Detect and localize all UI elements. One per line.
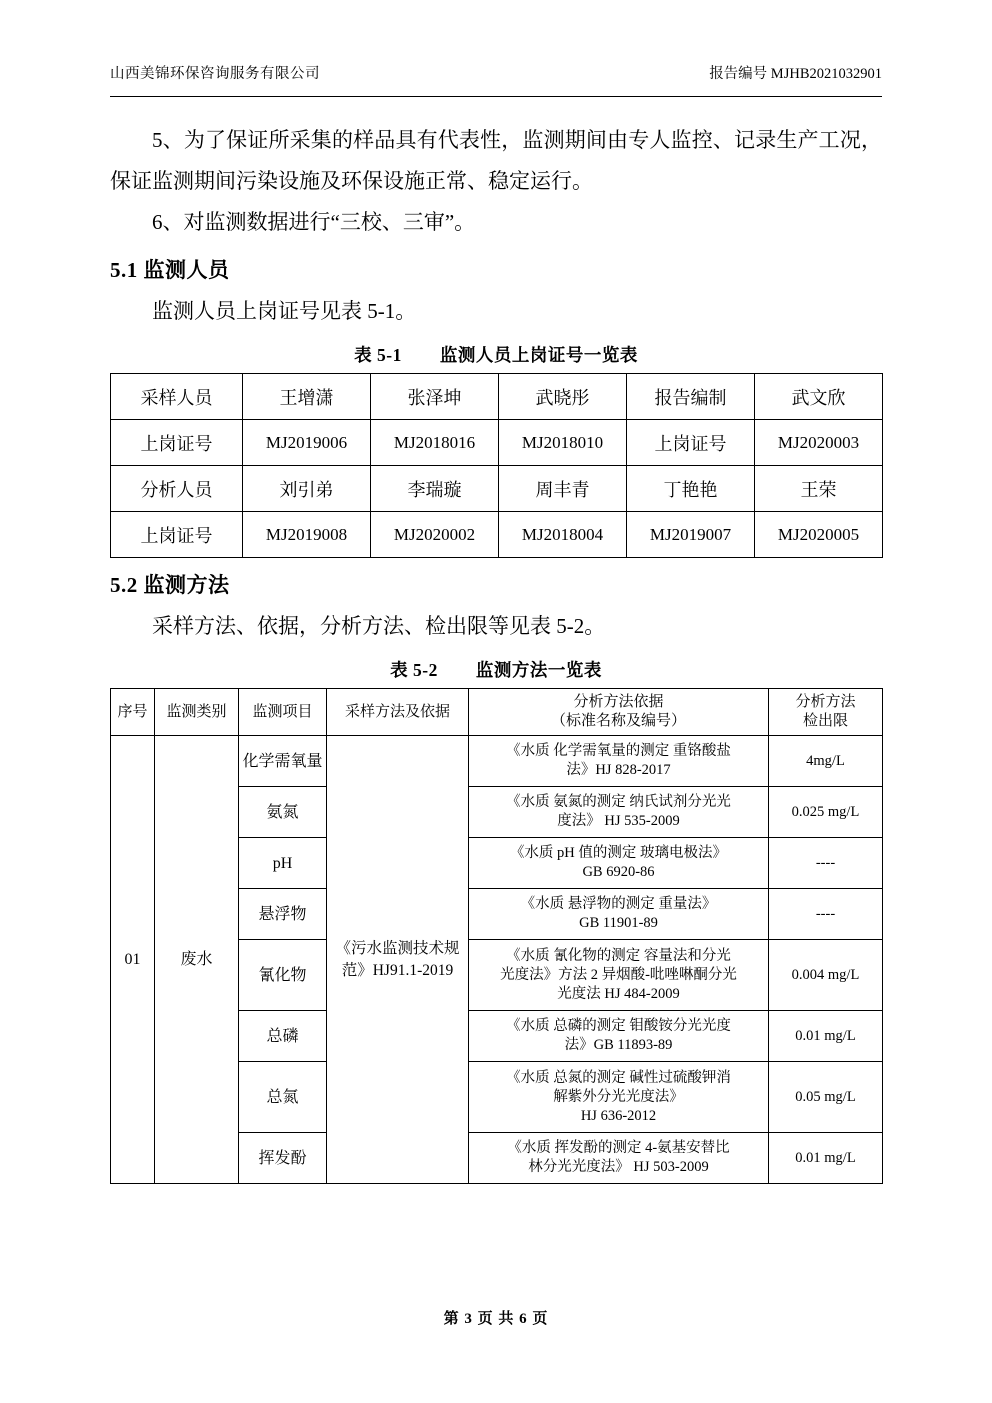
table-header-row [111,689,883,736]
cell: 武文欣 [755,374,883,420]
paragraph-5-1-intro: 监测人员上岗证号见表 5-1。 [152,299,417,323]
cell: MJ2020002 [371,512,499,558]
cell-item: 总磷 [239,1011,327,1062]
cell-serial-number: 01 [111,736,155,1184]
cell-method-basis [469,838,769,889]
cell-method-basis [469,1011,769,1062]
cell: MJ2018004 [499,512,627,558]
table-5-2-caption [110,657,882,682]
page-header [110,62,882,83]
cell-category: 废水 [155,736,239,1184]
cell-item: 氰化物 [239,940,327,1011]
method-line: 《水质 总氮的测定 碱性过硫酸钾消 [506,1069,731,1086]
cell-sampling-basis: 《污水监测技术规范》HJ91.1-2019 [327,736,469,1184]
cell: 王荣 [755,466,883,512]
method-line: HJ 636-2012 [580,1107,657,1124]
cell-item: pH [239,838,327,889]
table-row [111,512,883,558]
page-content [110,120,882,1184]
cell-detection-limit: 4mg/L [769,736,883,787]
column-header-method [469,689,769,736]
table-monitoring-methods [110,688,883,1184]
method-line: GB 6920-86 [582,864,655,880]
table-row [111,420,883,466]
method-line: 光度法 HJ 484-2009 [557,985,680,1002]
cell: 上岗证号 [111,420,243,466]
cell-method-basis [469,889,769,940]
table-personnel-certificates [110,373,883,558]
column-header-sampling: 采样方法及依据 [327,689,469,736]
cell-detection-limit: 0.01 mg/L [769,1011,883,1062]
cell: 周丰青 [499,466,627,512]
table-5-1-title: 监测人员上岗证号一览表 [439,345,638,365]
cell: 报告编制 [627,374,755,420]
method-line: 《水质 氰化物的测定 容量法和分光 [506,947,731,964]
cell-detection-limit: ---- [769,838,883,889]
method-line: 《水质 总磷的测定 钼酸铵分光光度 [506,1018,731,1034]
cell-item: 悬浮物 [239,889,327,940]
table-5-1-caption [110,342,882,367]
cell: 张泽坤 [371,374,499,420]
table-row [111,374,883,420]
header-report-number: 报告编号 MJHB2021032901 [709,66,882,82]
cell-item: 挥发酚 [239,1133,327,1184]
method-line: 解紫外分光光度法》 [553,1088,684,1105]
cell: MJ2018010 [499,420,627,466]
paragraph-5-2-intro: 采样方法、依据，分析方法、检出限等见表 5-2。 [152,614,606,638]
header-divider [110,96,882,97]
column-header-method-line1: 分析方法依据 [573,694,664,710]
page-footer: 第 3 页 共 6 页 [443,1311,549,1327]
cell: MJ2019006 [243,420,371,466]
cell-detection-limit: ---- [769,889,883,940]
column-header-item: 监测项目 [239,689,327,736]
cell: 采样人员 [111,374,243,420]
method-line: GB 11901-89 [579,915,658,931]
cell-detection-limit: 0.025 mg/L [769,787,883,838]
cell: 刘引弟 [243,466,371,512]
cell-method-basis [469,940,769,1011]
cell: 丁艳艳 [627,466,755,512]
column-header-limit [769,689,883,736]
cell: 上岗证号 [111,512,243,558]
method-line: 光度法》方法 2 异烟酸-吡唑啉酮分光 [500,966,737,983]
cell: MJ2018016 [371,420,499,466]
cell: 李瑞璇 [371,466,499,512]
column-header-limit-line2: 检出限 [802,713,848,729]
cell-method-basis [469,787,769,838]
paragraph-5: 5、为了保证所采集的样品具有代表性，监测期间由专人监控、记录生产工况，保证监测期间污染设施及环保设施正常、稳定运行。 [110,128,882,193]
cell: 武晓彤 [499,374,627,420]
column-header-category: 监测类别 [155,689,239,736]
table-row [111,466,883,512]
cell-method-basis [469,1133,769,1184]
column-header-limit-line1: 分析方法 [795,694,856,710]
method-line: 法》GB 11893-89 [564,1037,673,1053]
cell: 上岗证号 [627,420,755,466]
cell-method-basis [469,1062,769,1133]
method-line: 《水质 氨氮的测定 纳氏试剂分光光 [506,794,731,810]
method-line: 《水质 悬浮物的测定 重量法》 [520,896,717,912]
section-heading-5-1: 5.1 监测人员 [110,258,230,282]
table-5-2-title: 监测方法一览表 [475,660,602,680]
section-heading-5-2: 5.2 监测方法 [110,573,230,597]
method-line: 《水质 pH 值的测定 玻璃电极法》 [509,845,728,861]
cell: MJ2020003 [755,420,883,466]
header-company: 山西美锦环保咨询服务有限公司 [110,66,320,82]
method-line: 《水质 化学需氧量的测定 重铬酸盐 [506,743,731,759]
method-line: 林分光光度法》 HJ 503-2009 [528,1159,709,1175]
table-5-2-number: 表 5-2 [390,660,438,680]
cell-method-basis [469,736,769,787]
cell: MJ2019008 [243,512,371,558]
paragraph-6: 6、对监测数据进行“三校、三审”。 [152,210,476,234]
cell-detection-limit: 0.05 mg/L [769,1062,883,1133]
cell-item: 总氮 [239,1062,327,1133]
cell-detection-limit: 0.004 mg/L [769,940,883,1011]
method-line: 法》HJ 828-2017 [566,762,671,778]
cell-item: 氨氮 [239,787,327,838]
method-line: 度法》 HJ 535-2009 [557,813,680,829]
cell: 分析人员 [111,466,243,512]
method-line: 《水质 挥发酚的测定 4-氨基安替比 [507,1140,730,1156]
column-header-no: 序号 [111,689,155,736]
table-row [111,736,883,787]
table-5-1-number: 表 5-1 [354,345,402,365]
cell: 王增潇 [243,374,371,420]
column-header-method-line2: （标准名称及编号） [550,713,686,729]
cell-detection-limit: 0.01 mg/L [769,1133,883,1184]
cell: MJ2019007 [627,512,755,558]
cell-item: 化学需氧量 [239,736,327,787]
cell: MJ2020005 [755,512,883,558]
